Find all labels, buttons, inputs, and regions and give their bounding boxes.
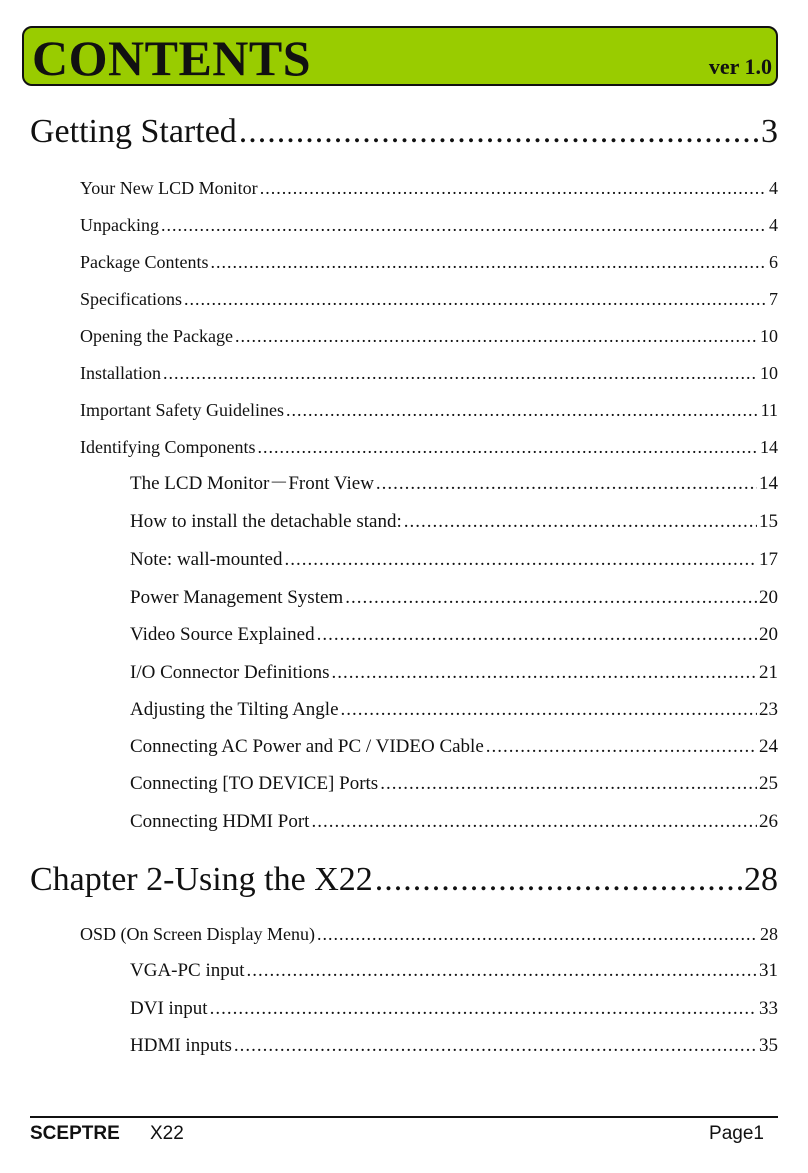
toc-entry-page: 33 <box>759 998 778 1019</box>
toc-entry[interactable] <box>130 698 778 722</box>
toc-leader-dots <box>486 735 757 759</box>
toc-entry[interactable] <box>130 623 778 647</box>
toc-entry-page: 10 <box>760 363 778 383</box>
toc-entry[interactable] <box>130 810 778 834</box>
toc-entry-label: Unpacking <box>80 215 159 235</box>
toc-entry[interactable] <box>80 361 778 385</box>
toc-entry-page: 23 <box>759 699 778 720</box>
toc-entry-label: Video Source Explained <box>130 624 315 645</box>
toc-entry-page: 15 <box>759 511 778 532</box>
toc-entry[interactable] <box>130 959 778 983</box>
toc-entry-label: Opening the Package <box>80 326 233 346</box>
page-title: CONTENTS <box>32 30 312 86</box>
toc-entry-page: 21 <box>759 662 778 683</box>
footer-divider <box>30 1116 778 1118</box>
toc-leader-dots <box>257 435 758 459</box>
toc-entry[interactable] <box>130 472 778 496</box>
toc-leader-dots <box>331 661 757 685</box>
toc-entry-page: 20 <box>759 624 778 645</box>
toc-entry[interactable] <box>80 250 778 274</box>
toc-leader-dots <box>260 176 767 200</box>
toc-entry[interactable] <box>80 176 778 200</box>
toc-entry[interactable] <box>80 922 778 946</box>
toc-entry[interactable] <box>80 324 778 348</box>
toc-entry-label: Important Safety Guidelines <box>80 400 284 420</box>
toc-entry-page: 14 <box>760 437 778 457</box>
toc-entry[interactable] <box>130 586 778 610</box>
toc-entry-label: Connecting HDMI Port <box>130 811 310 832</box>
toc-entry[interactable] <box>130 735 778 759</box>
toc-entry-label: Power Management System <box>130 587 344 608</box>
toc-leader-dots <box>210 250 767 274</box>
toc-entry-label: DVI input <box>130 998 208 1019</box>
toc-leader-dots <box>285 548 758 572</box>
toc-leader-dots <box>404 510 757 534</box>
toc-entry[interactable] <box>80 287 778 311</box>
toc-entry[interactable] <box>130 510 778 534</box>
toc-entry[interactable] <box>130 661 778 685</box>
toc-leader-dots <box>234 1034 757 1058</box>
toc-entry-label: Identifying Components <box>80 437 256 457</box>
toc-entry-page: 31 <box>759 960 778 981</box>
toc-entry[interactable] <box>30 860 778 900</box>
toc-entry-label: Note: wall-mounted <box>130 549 283 570</box>
toc-leader-dots <box>380 772 757 796</box>
toc-leader-dots <box>311 810 757 834</box>
toc-entry-page: 4 <box>769 178 778 198</box>
toc-entry-page: 28 <box>744 861 778 898</box>
toc-entry-label: Your New LCD Monitor <box>80 178 258 198</box>
toc-entry-label: How to install the detachable stand: <box>130 511 402 532</box>
toc-leader-dots <box>345 586 757 610</box>
toc-leader-dots <box>341 698 757 722</box>
toc-entry[interactable] <box>30 112 778 152</box>
toc-entry[interactable] <box>130 548 778 572</box>
footer-model: X22 <box>150 1123 184 1144</box>
toc-entry-page: 26 <box>759 811 778 832</box>
toc-entry-label: Adjusting the Tilting Angle <box>130 699 339 720</box>
toc-entry[interactable] <box>130 997 778 1021</box>
toc-entry-page: 3 <box>761 113 778 150</box>
toc-leader-dots <box>163 361 758 385</box>
toc-entry-label: The LCD Monitor－Front View <box>130 473 374 494</box>
toc-entry-label: Getting Started <box>30 113 237 150</box>
toc-leader-dots <box>317 623 757 647</box>
toc-entry-label: Chapter 2-Using the X22 <box>30 861 373 898</box>
footer-page-number: Page1 <box>709 1123 764 1144</box>
toc-entry-page: 11 <box>760 400 778 420</box>
toc-leader-dots <box>210 997 757 1021</box>
toc-entry-page: 35 <box>759 1035 778 1056</box>
toc-entry-label: Package Contents <box>80 252 209 272</box>
toc-leader-dots <box>247 959 757 983</box>
toc-entry[interactable] <box>130 772 778 796</box>
toc-entry-page: 17 <box>759 549 778 570</box>
toc-entry-label: Installation <box>80 363 161 383</box>
toc-entry[interactable] <box>80 435 778 459</box>
toc-entry[interactable] <box>80 398 778 422</box>
toc-leader-dots <box>235 324 758 348</box>
toc-leader-dots <box>161 213 767 237</box>
toc-entry-label: Connecting AC Power and PC / VIDEO Cable <box>130 736 484 757</box>
toc-leader-dots <box>317 922 758 946</box>
toc-entry-page: 14 <box>759 473 778 494</box>
toc-entry-label: OSD (On Screen Display Menu) <box>80 924 315 944</box>
toc-entry-label: VGA-PC input <box>130 960 245 981</box>
footer-brand: SCEPTRE <box>30 1123 120 1144</box>
toc-entry-page: 7 <box>769 289 778 309</box>
toc-entry-label: Specifications <box>80 289 182 309</box>
toc-leader-dots <box>376 472 757 496</box>
toc-entry-page: 10 <box>760 326 778 346</box>
toc-entry-page: 25 <box>759 773 778 794</box>
toc-leader-dots <box>184 287 767 311</box>
toc-entry-page: 4 <box>769 215 778 235</box>
toc-leader-dots <box>239 112 759 152</box>
toc-entry-label: Connecting [TO DEVICE] Ports <box>130 773 379 794</box>
toc-entry-page: 24 <box>759 736 778 757</box>
toc-entry-page: 6 <box>769 252 778 272</box>
toc-leader-dots <box>286 398 759 422</box>
toc-entry-page: 28 <box>760 924 778 944</box>
toc-entry[interactable] <box>130 1034 778 1058</box>
toc-entry-label: HDMI inputs <box>130 1035 232 1056</box>
version-label: ver 1.0 <box>708 54 772 79</box>
toc-entry-page: 20 <box>759 587 778 608</box>
toc-entry-label: I/O Connector Definitions <box>130 662 330 683</box>
toc-leader-dots <box>375 860 742 900</box>
toc-entry[interactable] <box>80 213 778 237</box>
